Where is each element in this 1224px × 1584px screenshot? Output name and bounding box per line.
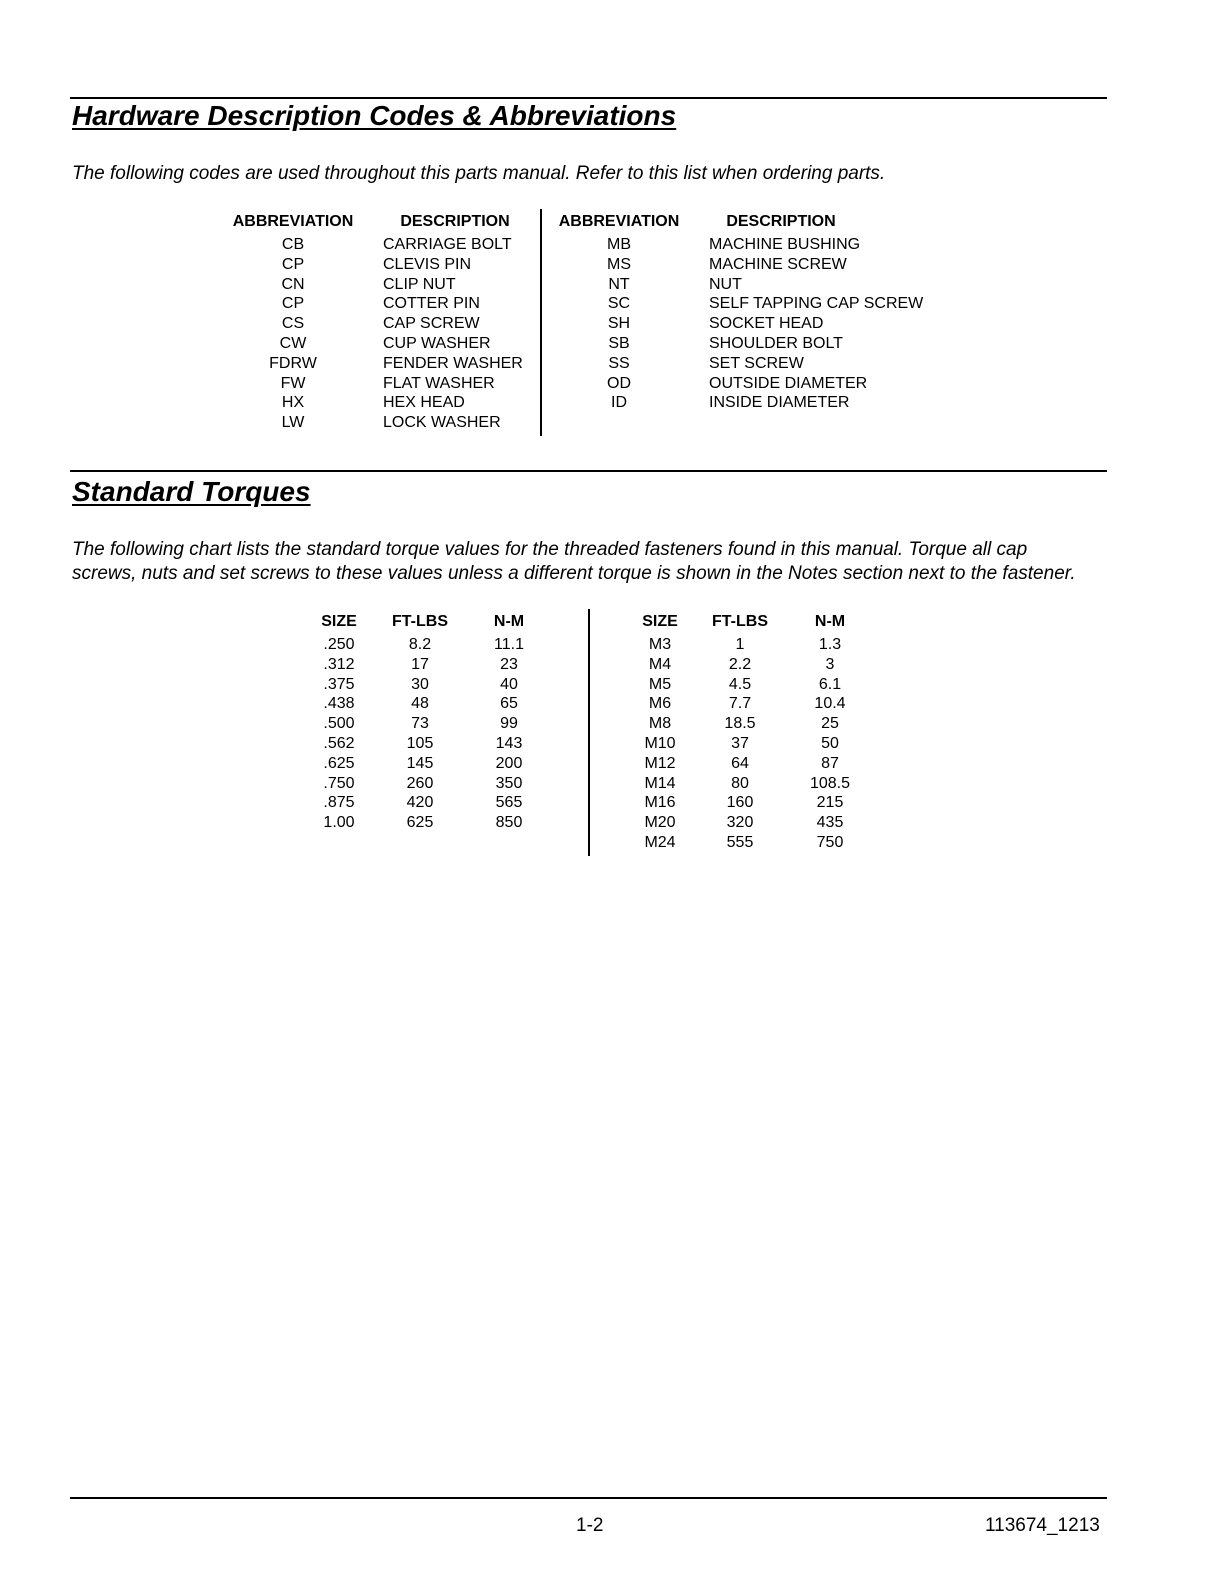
torque-nm-cell: 10.4 <box>814 695 846 713</box>
abbreviation-description: INSIDE DIAMETER <box>709 394 850 412</box>
torque-nm-cell: 65 <box>500 695 518 713</box>
torque-size-cell: M5 <box>648 675 672 693</box>
abbreviation-code: MB <box>607 236 631 253</box>
abbreviation-code: CP <box>281 255 305 273</box>
torque-nm-cell: 87 <box>821 754 839 772</box>
abbreviation-code: CP <box>281 295 305 313</box>
torque-size-cell: M4 <box>648 655 672 673</box>
abbreviation-code: OD <box>607 374 631 392</box>
torque-ftlbs-cell: 625 <box>406 814 434 832</box>
hardware-top-rule <box>70 97 1107 99</box>
torque-nm-cell: 215 <box>816 794 844 812</box>
torque-nm-cell: 3 <box>825 655 835 673</box>
torque-ftlbs-cell: 48 <box>411 695 429 713</box>
abbreviation-code: MS <box>607 255 631 273</box>
torque-ftlbs-cell: 8.2 <box>408 636 432 653</box>
abbreviation-description: CARRIAGE BOLT <box>383 236 512 253</box>
abbreviation-description: LOCK WASHER <box>383 414 501 432</box>
torques-top-rule <box>70 470 1107 472</box>
torques-section-title: Standard Torques <box>72 476 311 507</box>
abbreviation-description: CAP SCREW <box>383 315 480 333</box>
torque-size-cell: M6 <box>648 695 672 713</box>
torque-ftlbs-cell: 37 <box>731 735 749 752</box>
torque-size-cell: .875 <box>323 794 355 812</box>
torque-ftlbs-cell: 420 <box>406 794 434 812</box>
abbreviation-table-divider <box>540 209 542 436</box>
abbr-header-right: ABBREVIATION <box>558 213 680 230</box>
torque-size-cell: M24 <box>644 834 676 851</box>
abbreviation-description: NUT <box>709 275 742 293</box>
abbreviation-code: LW <box>281 414 305 432</box>
torque-nm-cell: 750 <box>816 834 844 851</box>
torque-ftlbs-cell: 18.5 <box>724 715 756 733</box>
abbreviation-description: OUTSIDE DIAMETER <box>709 374 868 392</box>
torque-ftlbs-cell: 2.2 <box>728 655 752 673</box>
torque-size-cell: M16 <box>644 794 676 812</box>
abbreviation-code: SC <box>607 295 631 313</box>
desc-header-right: DESCRIPTION <box>726 213 836 230</box>
abbreviation-description: COTTER PIN <box>383 295 480 313</box>
torque-nm-cell: 565 <box>495 794 523 812</box>
torque-ftlbs-cell: 4.5 <box>728 675 752 693</box>
abbreviation-code: NT <box>608 275 630 293</box>
abbr-header-left: ABBREVIATION <box>232 213 354 230</box>
torque-nm-cell: 50 <box>821 735 839 752</box>
torque-ftlbs-cell: 145 <box>406 754 434 772</box>
torque-size-cell: M8 <box>648 715 672 733</box>
torque-nm-cell: 850 <box>495 814 523 832</box>
document-number: 113674_1213 <box>985 1515 1100 1536</box>
torque-nm-cell: 350 <box>495 774 523 792</box>
torque-nm-cell: 108.5 <box>809 774 851 792</box>
torque-size-cell: M20 <box>644 814 676 832</box>
torque-ftlbs-cell: 64 <box>731 754 749 772</box>
abbreviation-code: CS <box>281 315 305 333</box>
torque-size-cell: .625 <box>323 754 355 772</box>
torque-ftlbs-cell: 30 <box>411 675 429 693</box>
torque-ftlbs-cell: 105 <box>406 735 434 752</box>
torque-ftlbs-cell: 320 <box>726 814 754 832</box>
abbreviation-code: FW <box>280 374 306 392</box>
abbreviation-description: CLIP NUT <box>383 275 456 293</box>
torque-ftlbs-cell: 160 <box>726 794 754 812</box>
torque-nm-cell: 25 <box>821 715 839 733</box>
abbreviation-code: HX <box>281 394 305 412</box>
torque-nm-cell: 435 <box>816 814 844 832</box>
torque-nm-cell: 6.1 <box>818 675 842 693</box>
torque-ftlbs-cell: 555 <box>726 834 754 851</box>
torque-ftlbs-cell: 260 <box>406 774 434 792</box>
abbreviation-code: CB <box>281 236 305 253</box>
abbreviation-code: FDRW <box>269 354 317 372</box>
torque-ftlbs-cell: 80 <box>731 774 749 792</box>
torque-size-cell: M14 <box>644 774 676 792</box>
hardware-section-title: Hardware Description Codes & Abbreviations <box>72 100 677 131</box>
torque-size-cell: .375 <box>323 675 355 693</box>
nm-header-right: N-M <box>814 613 846 630</box>
torque-size-cell: .750 <box>323 774 355 792</box>
torque-size-cell: .312 <box>323 655 355 673</box>
size-header-right: SIZE <box>642 613 678 630</box>
torque-nm-cell: 23 <box>500 655 518 673</box>
torque-ftlbs-cell: 7.7 <box>728 695 752 713</box>
abbreviation-description: FENDER WASHER <box>383 354 523 372</box>
hardware-intro-text: The following codes are used throughout this parts manual. Refer to this list when ordering parts. <box>72 163 886 184</box>
torque-ftlbs-cell: 17 <box>411 655 429 673</box>
torque-nm-cell: 1.3 <box>818 636 842 653</box>
abbreviation-description: HEX HEAD <box>383 394 465 412</box>
abbreviation-code: SH <box>607 315 631 333</box>
size-header-left: SIZE <box>321 613 357 630</box>
torque-nm-cell: 99 <box>500 715 518 733</box>
torque-size-cell: .562 <box>323 735 355 752</box>
torque-nm-cell: 143 <box>495 735 523 752</box>
abbreviation-code: ID <box>611 394 627 412</box>
desc-header-left: DESCRIPTION <box>400 213 510 230</box>
footer-rule <box>70 1497 1107 1499</box>
abbreviation-description: MACHINE SCREW <box>709 255 847 273</box>
torques-intro-line-2: screws, nuts and set screws to these values unless a different torque is shown in the Notes section next to the fastener. <box>72 563 1076 584</box>
torques-intro-line-1: The following chart lists the standard torque values for the threaded fasteners found in this manual. Torque all cap <box>72 539 1028 560</box>
torque-size-cell: .500 <box>323 715 355 733</box>
torque-nm-cell: 40 <box>500 675 518 693</box>
torque-ftlbs-cell: 73 <box>411 715 429 733</box>
torque-size-cell: M3 <box>648 636 672 653</box>
page-number: 1-2 <box>576 1515 604 1536</box>
abbreviation-description: SELF TAPPING CAP SCREW <box>709 295 924 313</box>
abbreviation-description: CLEVIS PIN <box>383 255 472 273</box>
abbreviation-code: CW <box>279 335 307 352</box>
nm-header-left: N-M <box>493 613 525 630</box>
abbreviation-description: CUP WASHER <box>383 335 491 352</box>
torque-size-cell: .250 <box>323 636 355 653</box>
torque-size-cell: M10 <box>644 735 676 752</box>
torque-nm-cell: 11.1 <box>494 636 524 653</box>
abbreviation-code: CN <box>281 275 305 293</box>
abbreviation-description: FLAT WASHER <box>383 374 495 392</box>
torque-size-cell: 1.00 <box>323 814 355 832</box>
torque-table-divider <box>588 609 590 856</box>
abbreviation-description: SOCKET HEAD <box>709 315 824 333</box>
ftlbs-header-left: FT-LBS <box>392 613 448 630</box>
torque-nm-cell: 200 <box>495 754 523 772</box>
abbreviation-description: MACHINE BUSHING <box>709 236 861 253</box>
torque-size-cell: M12 <box>644 754 676 772</box>
torque-size-cell: .438 <box>323 695 355 713</box>
torque-ftlbs-cell: 1 <box>735 636 745 653</box>
abbreviation-code: SB <box>608 335 630 352</box>
abbreviation-description: SET SCREW <box>709 354 804 372</box>
abbreviation-code: SS <box>608 354 630 372</box>
ftlbs-header-right: FT-LBS <box>712 613 768 630</box>
abbreviation-description: SHOULDER BOLT <box>709 335 843 352</box>
